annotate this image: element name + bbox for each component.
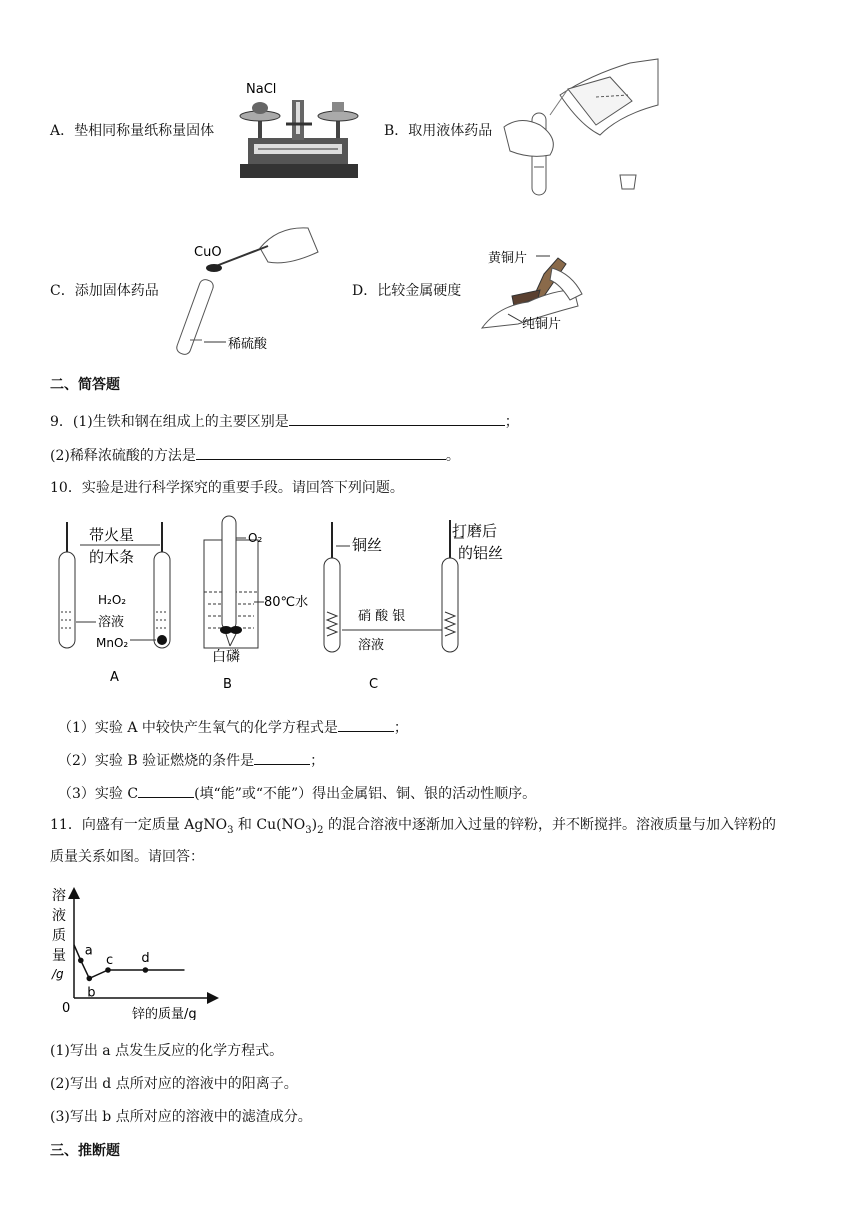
figure-c-caption: C [369,677,379,692]
point-a [78,958,84,964]
figure-b-label-2: 80℃水 [264,595,309,610]
pouring-liquid-image [500,55,660,197]
q9-part2 [50,445,460,465]
q11-sub2: (2)写出 d 点所对应的溶液中的阳离子。 [50,1076,298,1092]
figure-a-label-5: MnO₂ [96,636,129,650]
point-d [143,967,149,973]
figure-b-label-3: 白磷 [212,649,240,665]
figure-c-label-3: 的铝丝 [458,544,504,562]
option-c-text: C．添加固体药品 [50,283,159,299]
figure-c-label-5: 溶液 [358,638,385,653]
figure-a-caption: A [110,670,119,685]
figure-a [59,522,170,685]
figure-b-caption: B [223,677,232,692]
metal-hardness-image [478,244,588,336]
q10-sub1-end: ； [393,720,408,736]
point-label-a: a [84,943,93,959]
spoon-label: CuO [194,245,222,260]
q11-stem-f: 2 [317,824,324,836]
q11-stem-c: 和 Cu(NO [233,817,306,833]
y-label-char-1: 溶 [52,888,66,904]
figure-b-label-1: O₂ [248,531,263,545]
q10-answer-blank-2[interactable] [254,750,310,765]
q11-stem-line2: 质量关系如图。请回答： [50,849,204,865]
q10-sub3-text-a: （3）实验 C [58,786,139,802]
adding-solid-image [168,222,320,356]
figure-a-label-3: H₂O₂ [98,593,127,607]
q10-sub3-text-b: (填“能”或“不能”）得出金属铝、铜、银的活动性顺序。 [194,786,537,802]
q10-sub2-end: ； [310,753,325,769]
point-label-d: d [141,951,150,966]
balance-image [236,78,362,182]
section-2-title: 二、简答题 [50,377,120,393]
y-unit: /g [52,967,64,981]
q9-part1 [50,411,519,431]
q10-sub2 [58,750,324,770]
q11-stem-line1 [50,816,776,834]
figure-c-label-1: 铜丝 [352,536,383,554]
q11-stem-d: 3 [305,824,312,836]
q10-stem: 10．实验是进行科学探究的重要手段。请回答下列问题。 [50,480,404,496]
q11-stem-g: 的混合溶液中逐渐加入过量的锌粉，并不断搅拌。溶液质量与加入锌粉的 [323,817,776,833]
q10-sub2-text: （2）实验 B 验证燃烧的条件是 [58,753,255,769]
figure-a-label-4: 溶液 [98,615,125,630]
origin-label: 0 [62,1001,71,1016]
copper-label: 纯铜片 [522,317,562,332]
q10-figures [40,512,560,692]
q11-chart [48,880,228,1020]
y-label-char-2: 液 [52,908,66,924]
tube-label: 稀硫酸 [228,337,268,352]
figure-c [324,520,503,692]
figure-c-label-4: 硝 酸 银 [358,609,406,624]
q9-answer-blank-2[interactable] [196,445,446,460]
point-b [87,976,93,982]
q10-sub1-text: （1）实验 A 中较快产生氧气的化学方程式是 [58,720,338,736]
option-a-text: A．垫相同称量纸称量固体 [50,123,215,139]
q9-part1-end: ； [504,414,519,430]
figure-c-label-2: 打磨后 [452,522,498,540]
q10-sub3 [58,783,536,803]
q11-sub3: (3)写出 b 点所对应的溶液中的滤渣成分。 [50,1109,312,1125]
q11-stem-e: ) [311,817,318,833]
option-b-text: B．取用液体药品 [384,123,493,139]
x-axis-label: 锌的质量/g [132,1007,197,1020]
q11-sub1: (1)写出 a 点发生反应的化学方程式。 [50,1043,284,1059]
figure-b [204,516,308,692]
q11-stem-a: 11．向盛有一定质量 AgNO [50,817,228,833]
q10-sub1 [58,717,408,737]
point-c [105,967,111,973]
q9-part2-end: 。 [445,448,460,464]
y-label-char-4: 量 [52,948,66,964]
point-label-c: c [106,953,114,968]
q10-answer-blank-1[interactable] [338,717,394,732]
balance-label: NaCl [246,82,277,97]
q9-part1-text: 9．(1)生铁和钢在组成上的主要区别是 [50,414,289,430]
y-label-char-3: 质 [52,928,66,944]
figure-a-label-2: 的木条 [89,548,135,566]
q9-part2-text: (2)稀释浓硫酸的方法是 [50,448,196,464]
figure-a-label-1: 带火星 [89,526,135,544]
brass-label: 黄铜片 [488,251,528,266]
q9-answer-blank-1[interactable] [289,411,505,426]
q10-answer-blank-3[interactable] [138,783,194,798]
option-d-text: D．比较金属硬度 [352,283,462,299]
section-3-title: 三、推断题 [50,1143,120,1159]
point-label-b: b [87,985,96,1001]
q11-stem-b: 3 [227,824,234,836]
